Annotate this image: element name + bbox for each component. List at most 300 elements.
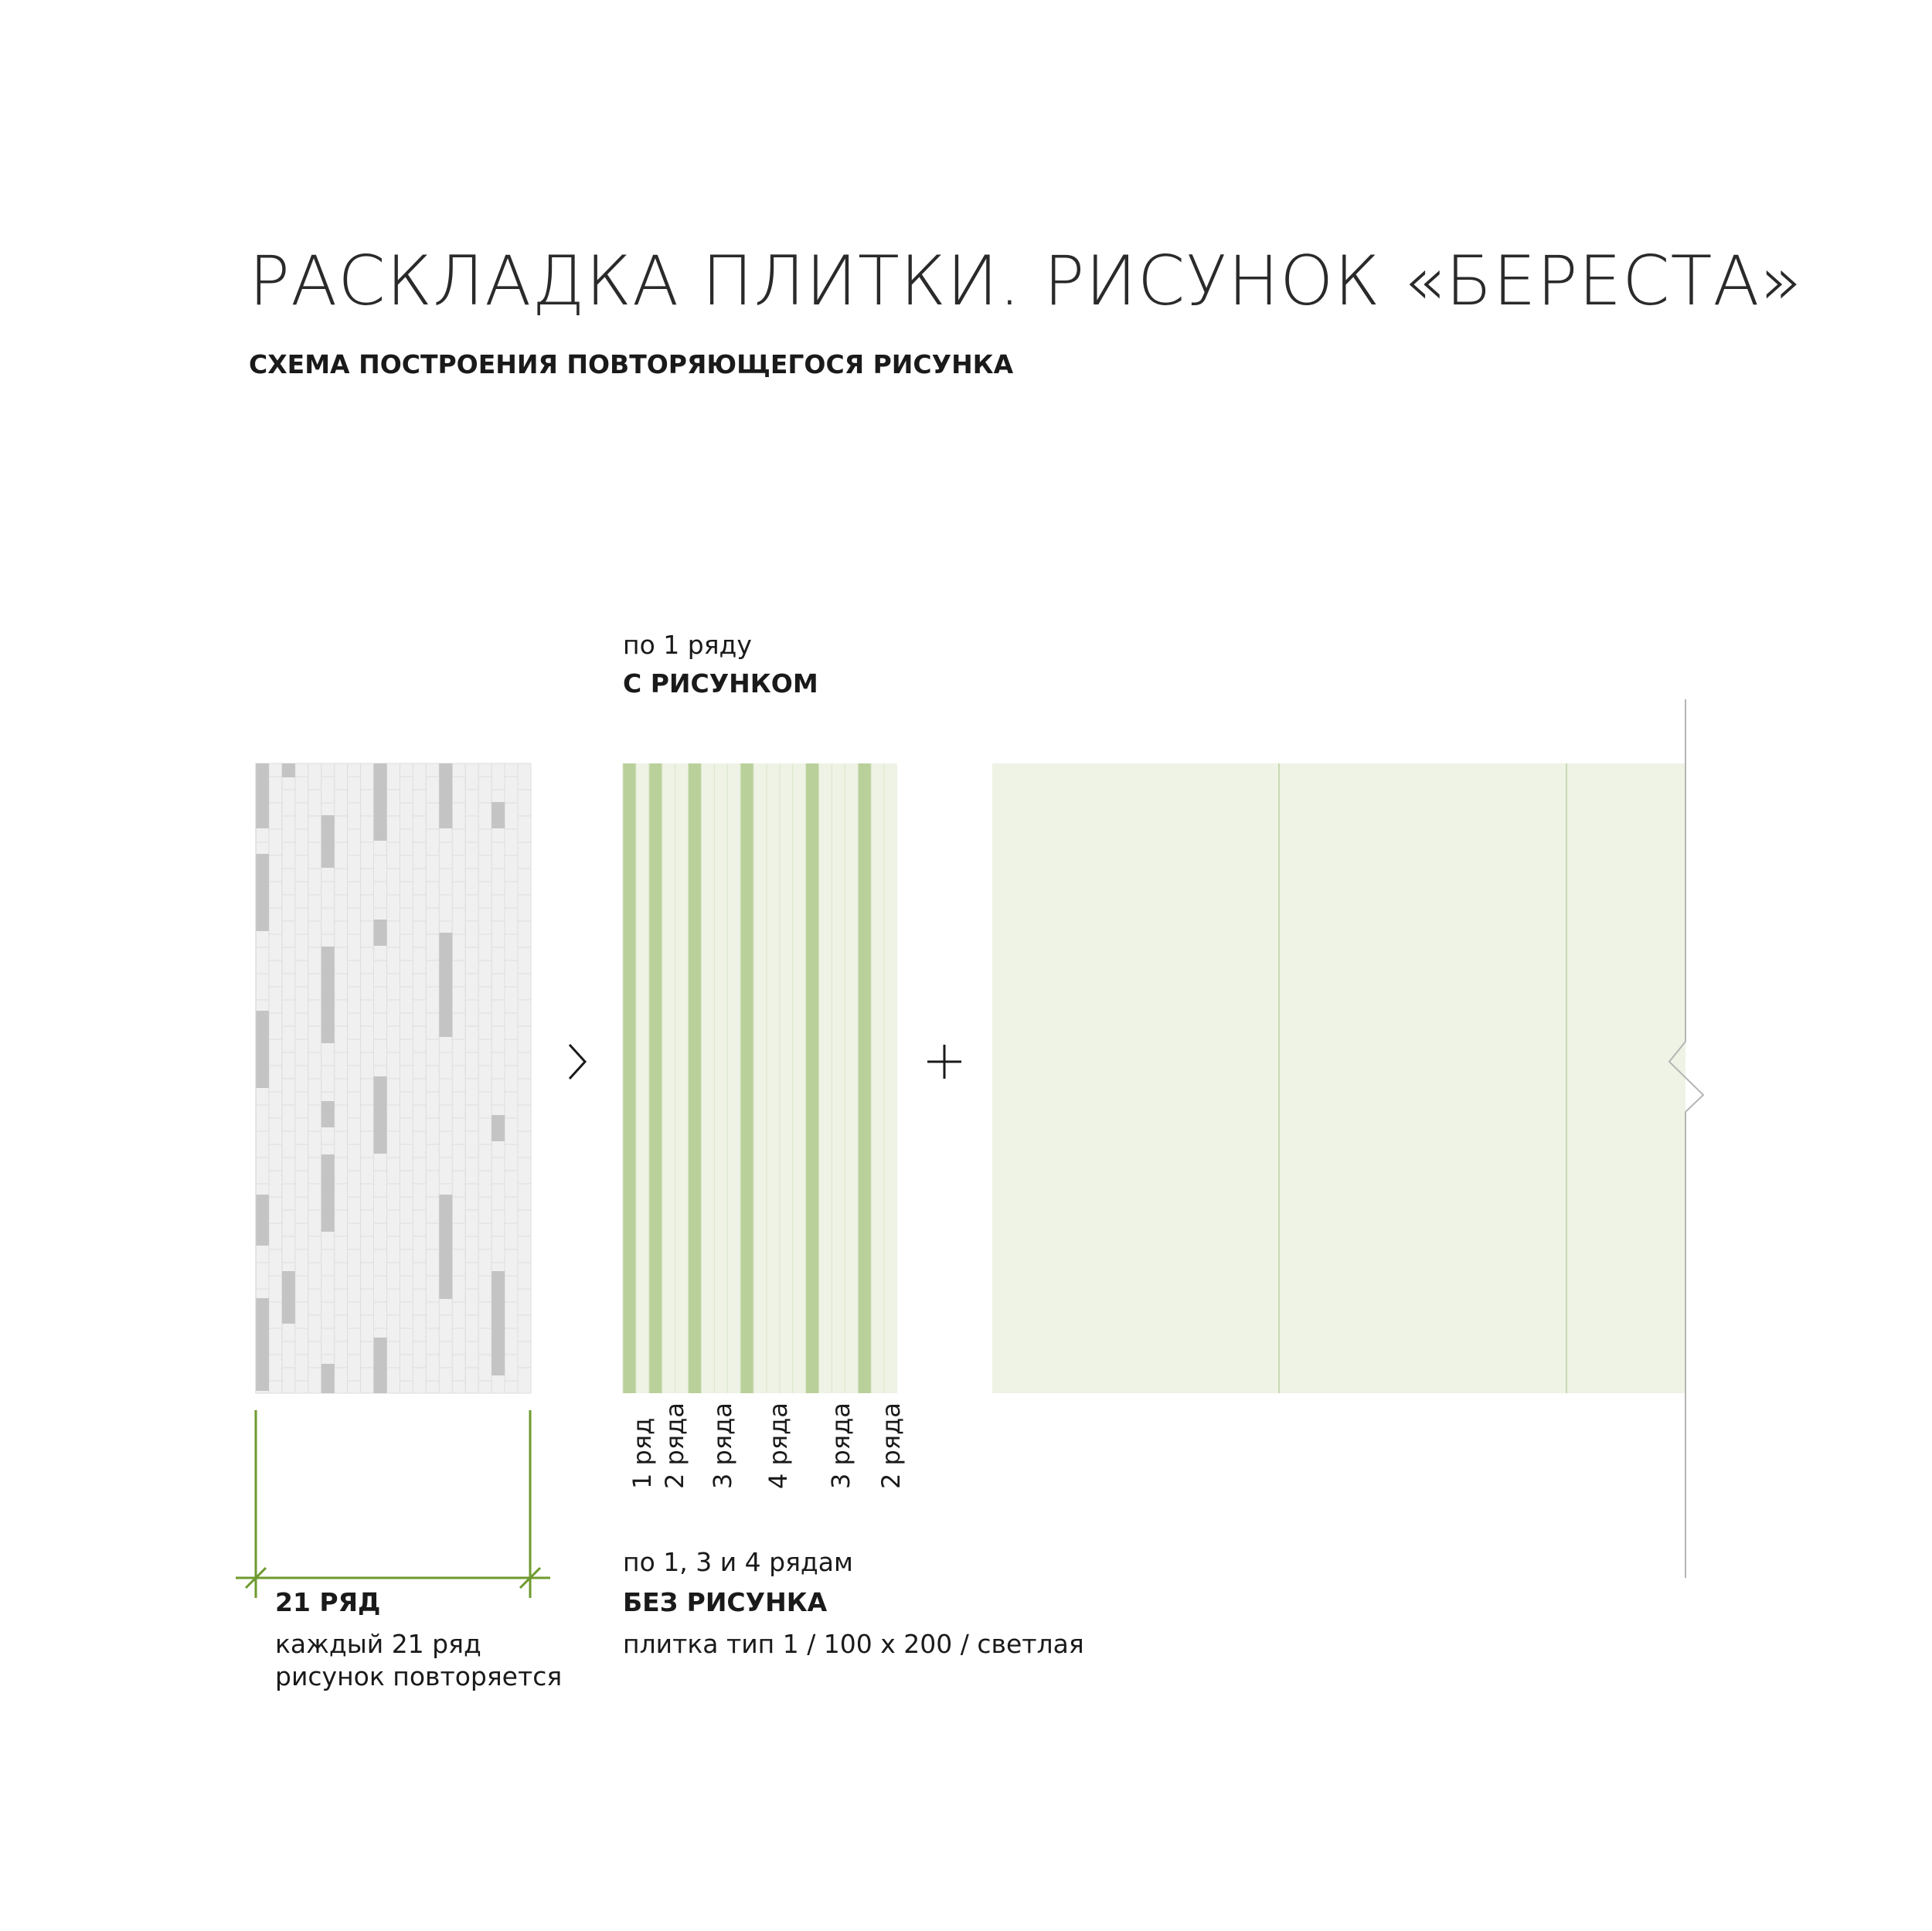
birch-tile (269, 829, 282, 855)
birch-tile (308, 1026, 321, 1052)
birch-tile (478, 960, 492, 987)
birch-tile (295, 803, 308, 829)
birch-tile (387, 790, 400, 816)
birch-tile (478, 987, 492, 1013)
birch-tile (465, 947, 478, 974)
birch-tile (413, 1289, 426, 1315)
birch-tile (452, 1355, 465, 1381)
plain-tile-panel (992, 763, 1685, 1393)
birch-tile (400, 1039, 413, 1066)
birch-tile (478, 1276, 492, 1302)
birch-tile (426, 1355, 439, 1381)
birch-tile (348, 1039, 361, 1066)
birch-tile (465, 1000, 478, 1026)
birch-tile (426, 1066, 439, 1092)
birch-tile (282, 921, 295, 947)
birch-tile (400, 1328, 413, 1355)
birch-tile (348, 882, 361, 908)
birch-tile (505, 855, 518, 882)
birch-tile (282, 1236, 295, 1263)
repeat-note-line2: рисунок повторяется (275, 1661, 563, 1691)
birch-accent-tile (321, 1364, 335, 1393)
birch-tile (361, 1315, 374, 1341)
birch-tile (295, 960, 308, 987)
birch-accent-tile (439, 763, 452, 828)
birch-accent-tile (492, 1115, 505, 1141)
birch-tile (492, 1079, 505, 1105)
birch-tile (348, 987, 361, 1013)
birch-tile (308, 974, 321, 1000)
birch-tile (439, 1158, 452, 1184)
birch-tile (413, 1236, 426, 1263)
row-label: 2 ряда (876, 1402, 906, 1489)
birch-tile (269, 1013, 282, 1039)
birch-accent-tile (374, 1076, 387, 1154)
birch-tile (413, 1341, 426, 1368)
birch-tile (465, 895, 478, 921)
birch-tile (439, 1315, 452, 1341)
birch-accent-tile (321, 1154, 335, 1232)
birch-tile (295, 1355, 308, 1381)
birch-tile (413, 842, 426, 869)
birch-tile (492, 921, 505, 947)
birch-tile (400, 960, 413, 987)
birch-accent-tile (256, 763, 269, 828)
birch-tile (518, 790, 531, 816)
row-label: 3 ряда (826, 1402, 855, 1489)
birch-tile (295, 763, 308, 777)
birch-tile (321, 1066, 335, 1092)
birch-tile (400, 1118, 413, 1144)
birch-tile (413, 1000, 426, 1026)
birch-tile (465, 1105, 478, 1131)
birch-tile (282, 1079, 295, 1105)
birch-tile (400, 777, 413, 803)
birch-tile (374, 1249, 387, 1276)
birch-tile (295, 934, 308, 960)
birch-tile (505, 1355, 518, 1381)
birch-tile (374, 882, 387, 908)
birch-tile (452, 1197, 465, 1223)
stripe-dark (623, 763, 636, 1393)
birch-tile (308, 1000, 321, 1026)
birch-tile (452, 1171, 465, 1197)
birch-tile (452, 855, 465, 882)
birch-tile (348, 1118, 361, 1144)
birch-tile (387, 1026, 400, 1052)
with-pattern-heading: С РИСУНКОМ (623, 668, 818, 699)
row-label: 2 ряда (660, 1402, 689, 1489)
birch-tile (518, 869, 531, 895)
birch-tile (348, 1328, 361, 1355)
birch-tile (400, 829, 413, 855)
birch-tile (452, 1144, 465, 1171)
birch-tile (426, 1092, 439, 1118)
birch-tile (518, 842, 531, 869)
birch-tile (295, 1302, 308, 1328)
birch-tile (413, 1026, 426, 1052)
birch-tile (361, 869, 374, 895)
birch-tile (295, 829, 308, 855)
birch-tile (492, 763, 505, 790)
birch-tile (505, 1302, 518, 1328)
birch-tile (413, 790, 426, 816)
tile-spec-text: плитка тип 1 / 100 x 200 / светлая (623, 1629, 1084, 1659)
birch-tile (426, 763, 439, 777)
page-subtitle: СХЕМА ПОСТРОЕНИЯ ПОВТОРЯЮЩЕГОСЯ РИСУНКА (249, 349, 1014, 379)
birch-tile (518, 1131, 531, 1158)
birch-tile (335, 1263, 348, 1289)
birch-tile (269, 1328, 282, 1355)
birch-tile (518, 1236, 531, 1263)
birch-tile (295, 1092, 308, 1118)
birch-tile (335, 1236, 348, 1263)
birch-tile (321, 1249, 335, 1276)
birch-tile (426, 1171, 439, 1197)
stripe-dark (858, 763, 871, 1393)
birch-tile (518, 1368, 531, 1393)
birch-tile (321, 1039, 335, 1066)
stripes-background (623, 763, 897, 1393)
birch-tile (465, 816, 478, 842)
birch-tile (478, 1381, 492, 1393)
chevron-right-icon (570, 1045, 585, 1079)
birch-tile (478, 803, 492, 829)
birch-tile (348, 803, 361, 829)
birch-tile (505, 1013, 518, 1039)
birch-tile (465, 1052, 478, 1079)
birch-tile (269, 1066, 282, 1092)
birch-tile (387, 1315, 400, 1341)
birch-tile (387, 1210, 400, 1236)
birch-tile (492, 842, 505, 869)
birch-tile (518, 974, 531, 1000)
birch-tile (452, 1276, 465, 1302)
birch-tile (452, 987, 465, 1013)
birch-tile (505, 763, 518, 777)
birch-tile (426, 1381, 439, 1393)
birch-tile (505, 803, 518, 829)
birch-tile (308, 1079, 321, 1105)
birch-tile (335, 1341, 348, 1368)
birch-tile (387, 1000, 400, 1026)
birch-tile (335, 921, 348, 947)
birch-tile (308, 869, 321, 895)
birch-tile (308, 763, 321, 790)
birch-tile (518, 1052, 531, 1079)
birch-tile (374, 987, 387, 1013)
birch-tile (452, 934, 465, 960)
birch-tile (374, 1039, 387, 1066)
birch-tile (282, 1026, 295, 1052)
birch-tile (295, 1171, 308, 1197)
birch-tile (452, 1118, 465, 1144)
page-title: РАСКЛАДКА ПЛИТКИ. РИСУНОК «БЕРЕСТА» (249, 241, 1803, 321)
birch-tile (374, 960, 387, 987)
birch-tile (465, 1236, 478, 1263)
birch-tile (361, 921, 374, 947)
birch-tile (308, 895, 321, 921)
birch-tile (452, 1066, 465, 1092)
birch-tile (518, 816, 531, 842)
birch-tile (400, 1171, 413, 1197)
birch-tile (348, 1066, 361, 1092)
birch-tile (361, 842, 374, 869)
birch-tile (387, 842, 400, 869)
birch-tile (269, 803, 282, 829)
birch-tile (518, 895, 531, 921)
birch-tile (492, 947, 505, 974)
birch-tile (518, 1000, 531, 1026)
birch-tile (505, 777, 518, 803)
birch-tile (295, 855, 308, 882)
birch-tile (282, 947, 295, 974)
birch-accent-tile (492, 802, 505, 828)
birch-tile (413, 1158, 426, 1184)
birch-tile (361, 1184, 374, 1210)
birch-tile (518, 1315, 531, 1341)
birch-tile (505, 1066, 518, 1092)
birch-tile (308, 1341, 321, 1368)
birch-tile (426, 1223, 439, 1249)
birch-tile (465, 763, 478, 790)
birch-tile (518, 1184, 531, 1210)
birch-tile (282, 869, 295, 895)
birch-tile (452, 1381, 465, 1393)
birch-tile (452, 1249, 465, 1276)
birch-tile (335, 947, 348, 974)
birch-tile (400, 934, 413, 960)
birch-tile (348, 1171, 361, 1197)
birch-tile (348, 1013, 361, 1039)
birch-tile (387, 1184, 400, 1210)
birch-tile (478, 1144, 492, 1171)
birch-accent-tile (256, 1011, 269, 1088)
birch-tile (413, 816, 426, 842)
birch-tile (478, 1355, 492, 1381)
birch-tile (478, 1223, 492, 1249)
birch-tile (452, 1302, 465, 1328)
birch-accent-tile (374, 1338, 387, 1393)
stripes-panel (623, 763, 897, 1393)
birch-tile (426, 1013, 439, 1039)
birch-tile (505, 882, 518, 908)
birch-tile (308, 1289, 321, 1315)
birch-tile (295, 987, 308, 1013)
birch-tile (400, 1092, 413, 1118)
birch-tile (256, 1263, 269, 1289)
birch-tile (426, 1276, 439, 1302)
birch-tile (282, 1000, 295, 1026)
birch-tile (282, 974, 295, 1000)
birch-tile (426, 855, 439, 882)
birch-tile (256, 1105, 269, 1131)
birch-tile (374, 1223, 387, 1249)
birch-tile (295, 1118, 308, 1144)
birch-tile (361, 974, 374, 1000)
birch-tile (400, 1302, 413, 1328)
birch-tile (452, 1223, 465, 1249)
birch-accent-tile (282, 1271, 295, 1324)
birch-tile (439, 1079, 452, 1105)
birch-tile (269, 1249, 282, 1276)
birch-tile (387, 1079, 400, 1105)
repeat-heading: 21 РЯД (275, 1587, 381, 1617)
birch-tile (426, 960, 439, 987)
birch-tile (295, 1066, 308, 1092)
birch-tile (361, 1105, 374, 1131)
birch-tile (400, 855, 413, 882)
birch-tile (518, 1079, 531, 1105)
row-labels (628, 1402, 906, 1489)
birch-tile (335, 1184, 348, 1210)
birch-tile (400, 1013, 413, 1039)
birch-tile (348, 1276, 361, 1302)
birch-tile (348, 1355, 361, 1381)
birch-tile (439, 869, 452, 895)
row-label: 4 ряда (764, 1402, 793, 1489)
birch-tile (374, 1302, 387, 1328)
birch-tile (308, 1210, 321, 1236)
birch-tile (269, 1197, 282, 1223)
birch-tile (478, 908, 492, 934)
birch-tile (400, 1197, 413, 1223)
birch-tile (295, 1381, 308, 1393)
birch-accent-tile (492, 1271, 505, 1375)
birch-tile (348, 829, 361, 855)
birch-tile (269, 1381, 282, 1393)
birch-tile (308, 790, 321, 816)
birch-tile (387, 974, 400, 1000)
birch-tile (387, 1263, 400, 1289)
birch-tile (348, 1223, 361, 1249)
birch-tile (413, 947, 426, 974)
birch-accent-tile (321, 815, 335, 868)
birch-accent-tile (256, 1298, 269, 1391)
birch-tile (452, 1039, 465, 1066)
birch-tile (478, 1092, 492, 1118)
birch-tile (426, 1328, 439, 1355)
birch-tile (400, 1355, 413, 1381)
birch-tile (426, 1249, 439, 1276)
birch-tile (374, 1276, 387, 1302)
birch-tile (361, 816, 374, 842)
birch-tile (282, 895, 295, 921)
birch-tile (492, 974, 505, 1000)
birch-tile (505, 908, 518, 934)
birch-tile (505, 1381, 518, 1393)
birch-tile (478, 1013, 492, 1039)
birch-tile (295, 908, 308, 934)
birch-tile (282, 1105, 295, 1131)
birch-tile (308, 1131, 321, 1158)
birch-tile (413, 1105, 426, 1131)
birch-tile (321, 882, 335, 908)
birch-tile (452, 1328, 465, 1355)
birch-tile (269, 1171, 282, 1197)
birch-tile (387, 895, 400, 921)
birch-tile (492, 1184, 505, 1210)
birch-tile (348, 855, 361, 882)
birch-tile (413, 1263, 426, 1289)
birch-tile (400, 763, 413, 777)
birch-tile (478, 1328, 492, 1355)
birch-tile (387, 1341, 400, 1368)
birch-tile (426, 1118, 439, 1144)
birch-tile (452, 829, 465, 855)
birch-accent-tile (374, 920, 387, 946)
birch-tile (426, 987, 439, 1013)
birch-tile (478, 1197, 492, 1223)
birch-tile (308, 947, 321, 974)
birch-tile (478, 763, 492, 777)
birch-tile (308, 921, 321, 947)
birch-tile (492, 1052, 505, 1079)
birch-tile (348, 1197, 361, 1223)
birch-tile (361, 1210, 374, 1236)
birch-tile (361, 1026, 374, 1052)
birch-tile (348, 1144, 361, 1171)
birch-tile (465, 1263, 478, 1289)
birch-tile (413, 921, 426, 947)
birch-tile (478, 1118, 492, 1144)
birch-tile (269, 908, 282, 934)
birch-tile (295, 1328, 308, 1355)
birch-tile (413, 895, 426, 921)
birch-tile (413, 1210, 426, 1236)
birch-tile (478, 1066, 492, 1092)
birch-tile (348, 1249, 361, 1276)
birch-tile (387, 921, 400, 947)
row-label: 3 ряда (708, 1402, 737, 1489)
birch-tile (295, 777, 308, 803)
birch-tile (492, 1000, 505, 1026)
birch-tile (321, 908, 335, 934)
birch-tile (295, 1144, 308, 1171)
birch-tile (308, 1158, 321, 1184)
birch-tile (256, 1158, 269, 1184)
birch-tile (295, 1223, 308, 1249)
birch-tile (269, 1276, 282, 1302)
birch-tile (505, 1328, 518, 1355)
birch-tile (295, 1197, 308, 1223)
birch-accent-tile (374, 763, 387, 841)
birch-tile (400, 1276, 413, 1302)
birch-tile (361, 1158, 374, 1184)
birch-tile (361, 1341, 374, 1368)
birch-tile (361, 1289, 374, 1315)
birch-tile (439, 895, 452, 921)
birch-tile (465, 1341, 478, 1368)
birch-tile (492, 1026, 505, 1052)
birch-tile (335, 1000, 348, 1026)
birch-tile (269, 1118, 282, 1144)
birch-tile (400, 803, 413, 829)
birch-tile (478, 934, 492, 960)
birch-tile (256, 974, 269, 1000)
birch-tile (505, 1118, 518, 1144)
birch-tile (400, 987, 413, 1013)
birch-tile (492, 1158, 505, 1184)
birch-tile (361, 1236, 374, 1263)
birch-tile (321, 777, 335, 803)
birch-tile (335, 869, 348, 895)
birch-tile (282, 816, 295, 842)
birch-tile (295, 1249, 308, 1276)
birch-tile (321, 1276, 335, 1302)
birch-accent-tile (439, 1195, 452, 1299)
birch-tile (282, 1368, 295, 1393)
